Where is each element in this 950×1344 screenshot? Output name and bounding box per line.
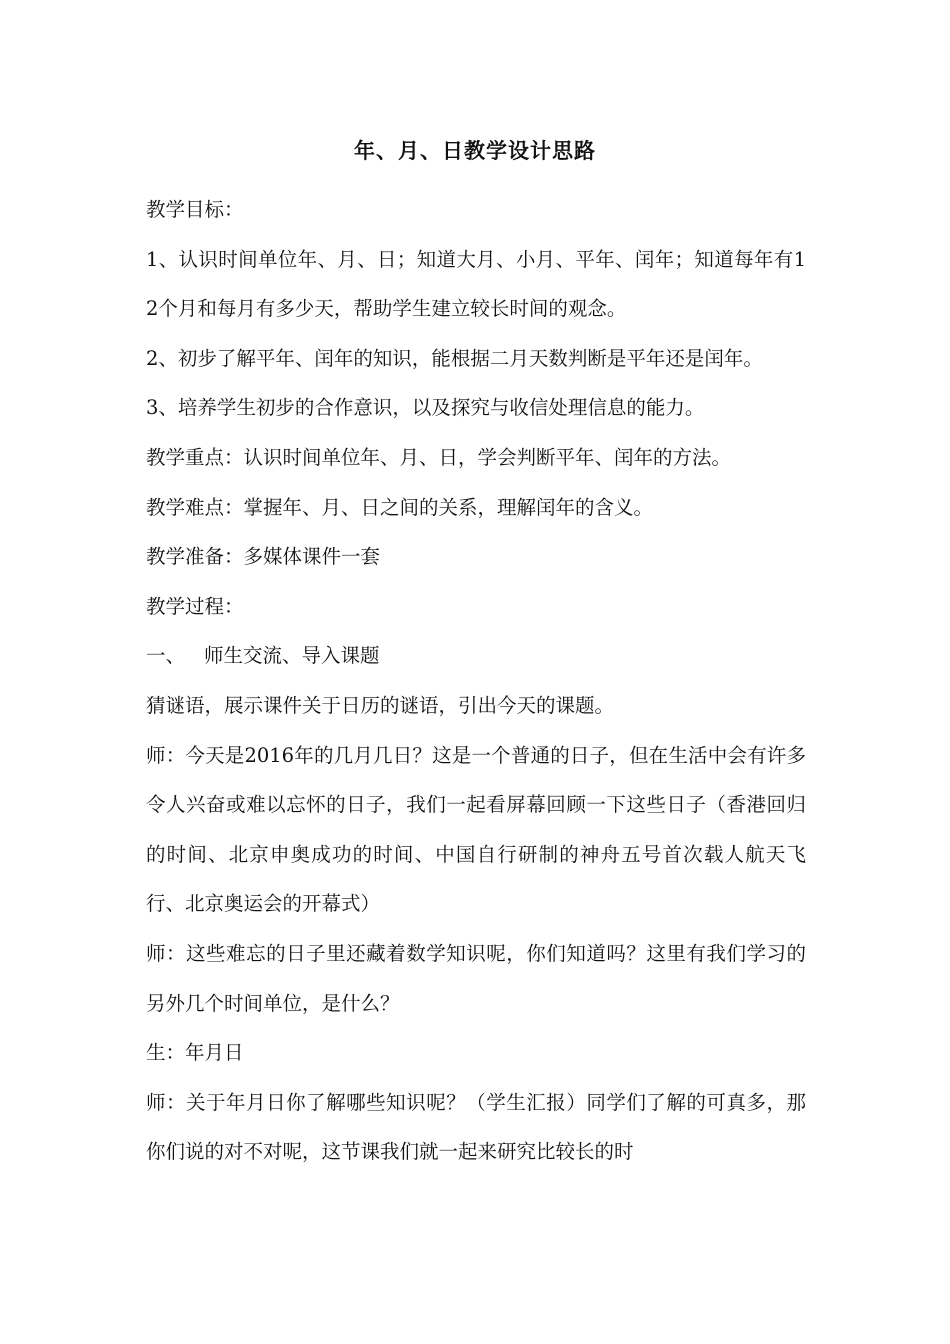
paragraph-key-points: 教学重点：认识时间单位年、月、日，学会判断平年、闰年的方法。 — [146, 445, 732, 469]
paragraph-preparation: 教学准备：多媒体课件一套 — [146, 545, 381, 569]
paragraph-difficult-points: 教学难点：掌握年、月、日之间的关系，理解闰年的含义。 — [146, 495, 654, 519]
paragraph-objectives-heading: 教学目标： — [146, 198, 244, 221]
section-number: 一、 — [146, 644, 186, 668]
section-heading-one — [146, 631, 806, 681]
paragraph-process-heading: 教学过程： — [146, 594, 244, 618]
paragraph-objective-3: 3、培养学生初步的合作意识，以及探究与收信处理信息的能力。 — [146, 396, 705, 420]
paragraph-teacher-3: 师：关于年月日你了解哪些知识呢？（学生汇报）同学们了解的可真多，那你们说的对不对呢，这节课我们就一起来研究比较长的时 — [146, 1090, 806, 1164]
paragraph-teacher-1: 师：今天是2016年的几月几日？这是一个普通的日子，但在生活中会有许多令人兴奋或难以忘怀的日子，我们一起看屏幕回顾一下这些日子（香港回归的时间、北京申奥成功的时间、中国自行研制的神舟五号首次载人航天飞行、北京奥运会的开幕式） — [146, 743, 806, 916]
paragraph-teacher-2: 师：这些难忘的日子里还藏着数学知识呢，你们知道吗？这里有我们学习的另外几个时间单位，是什么？ — [146, 941, 806, 1015]
document-body — [146, 185, 806, 1177]
paragraph-objective-1: 1、认识时间单位年、月、日；知道大月、小月、平年、闰年；知道每年有12个月和每月有多少天，帮助学生建立较长时间的观念。 — [146, 247, 806, 321]
paragraph-objective-2: 2、初步了解平年、闰年的知识，能根据二月天数判断是平年还是闰年。 — [146, 346, 763, 370]
section-label: 师生交流、导入课题 — [204, 644, 380, 668]
paragraph-riddle: 猜谜语，展示课件关于日历的谜语，引出今天的课题。 — [146, 693, 615, 717]
document-title: 年、月、日教学设计思路 — [354, 138, 596, 163]
paragraph-student-1: 生：年月日 — [146, 1041, 244, 1065]
